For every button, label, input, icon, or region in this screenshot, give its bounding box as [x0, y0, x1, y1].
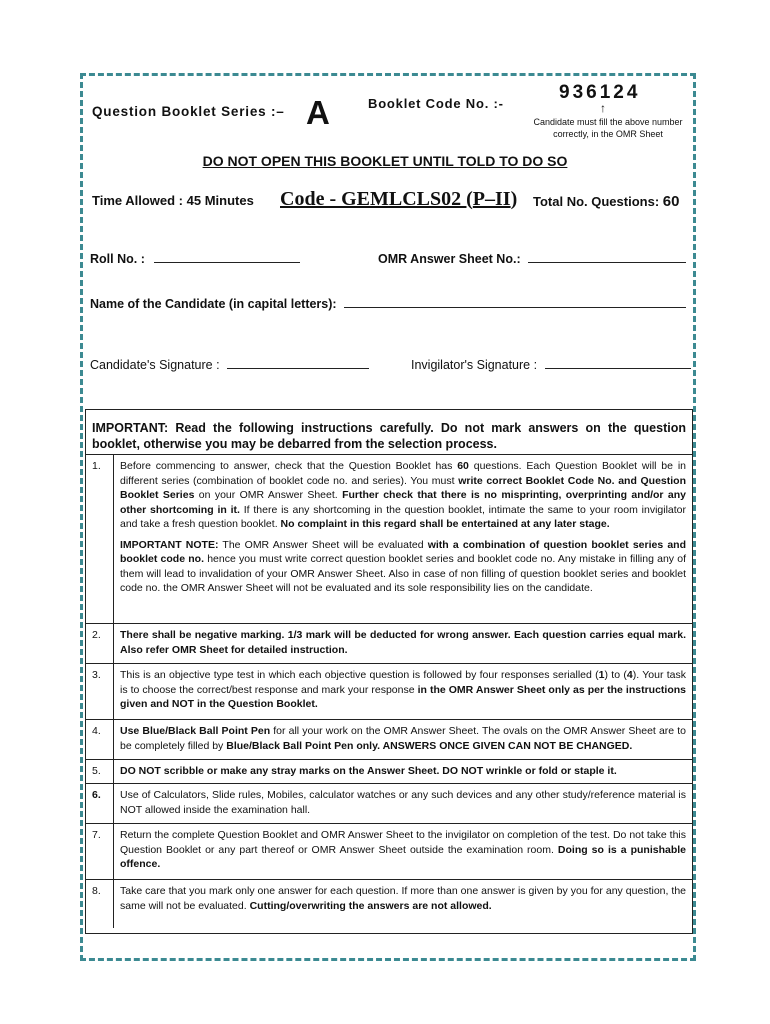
instruction-number: 8. — [86, 880, 114, 928]
invigilator-signature-blank[interactable] — [545, 357, 691, 369]
instruction-text: Use of Calculators, Slide rules, Mobiles, calculator watches or any such devices and any other study/reference material is NOT allowed inside the examination hall. — [120, 789, 686, 816]
instruction-row — [86, 455, 692, 624]
instructions-box — [85, 409, 693, 934]
instruction-number: 5. — [86, 760, 114, 783]
instruction-text: This is an objective type test in which each objective question is followed by four responses serialled (1) to (4). Your task is to choose the correct/best response and mark your response in the OMR Answer Sheet only as per the instructions given and NOT in the Question Booklet. — [120, 669, 686, 710]
series-label: Question Booklet Series :– — [92, 104, 285, 119]
warning-heading: DO NOT OPEN THIS BOOKLET UNTIL TOLD TO DO SO — [202, 153, 568, 169]
important-heading: IMPORTANT: Read the following instructions carefully. Do not mark answers on the question booklet, otherwise you may be debarred from the selection process. — [86, 410, 692, 455]
instructions-list — [86, 455, 692, 928]
invigilator-signature-label: Invigilator's Signature : — [411, 358, 538, 372]
series-value: A — [306, 94, 330, 131]
instruction-text: Before commencing to answer, check that the Question Booklet has 60 questions. Each Question Booklet will be in different series (combination of booklet code no. and series). You must write correct Booklet Code No. and Question Booklet Series on your OMR Answer Sheet. Further check that there is no misprinting, overprinting and/or any other shortcoming in it. If there is any shortcoming in the question booklet, intimate the same to your room invigilator and take a fresh question booklet. No complaint in this regard shall be entertained at any later stage. IMPORTANT NOTE: The OMR Answer Sheet will be evaluated with a combination of question booklet series and booklet code no. hence you must write correct question booklet series and booklet code no. Any mistake in filling any of them will lead to invalidation of your OMR Answer Sheet. Also in case of non filling of question booklet series and booklet code no. the OMR Answer Sheet will not be evaluated and its sole responsibility lies on the candidate. — [120, 460, 687, 594]
instruction-number: 3. — [86, 664, 114, 719]
instruction-number: 4. — [86, 720, 114, 759]
omr-sheet-blank[interactable] — [528, 251, 686, 263]
paper-code-prefix: Code - GEMLCLS02 ( — [280, 188, 473, 210]
instruction-number: 7. — [86, 824, 114, 879]
instruction-text: DO NOT scribble or make any stray marks on the Answer Sheet. DO NOT wrinkle or fold or staple it. — [120, 765, 617, 777]
instruction-number: 2. — [86, 624, 114, 663]
booklet-code-number: 936124 — [559, 82, 641, 103]
invigilator-signature-field — [411, 357, 691, 372]
booklet-code-note: Candidate must fill the above number correctly, in the OMR Sheet — [533, 117, 683, 139]
booklet-code-label: Booklet Code No. :- — [368, 96, 504, 111]
omr-sheet-field — [378, 251, 686, 266]
total-questions-value: 60 — [662, 193, 680, 210]
instruction-text: There shall be negative marking. 1/3 mark will be deducted for wrong answer. Each question carries equal mark. Also refer OMR Sheet for detailed instruction. — [120, 629, 686, 656]
instruction-number: 6. — [86, 784, 114, 823]
time-allowed-label: Time Allowed : 45 — [92, 193, 202, 208]
time-allowed — [92, 193, 254, 208]
instruction-row — [86, 624, 692, 664]
roll-number-field — [90, 251, 300, 266]
instruction-text: Return the complete Question Booklet and OMR Answer Sheet to the invigilator on completion of the test. Do not take this Question Booklet or any part thereof or OMR Answer Sheet outside the examination room. Doing so is a punishable offence. — [120, 829, 686, 870]
paper-code-suffix: ) — [510, 188, 518, 210]
instruction-row — [86, 784, 692, 824]
instruction-number: 1. — [86, 455, 114, 623]
paper-code-part: P–II — [472, 188, 511, 210]
arrow-up-icon: ↑ — [600, 101, 606, 115]
time-allowed-unit: Minutes — [204, 193, 254, 208]
candidate-name-field — [90, 296, 686, 311]
instruction-text: Use Blue/Black Ball Point Pen for all your work on the OMR Answer Sheet. The ovals on the OMR Answer Sheet are to be completely filled by Blue/Black Ball Point Pen only. ANSWERS ONCE GIVEN CAN NOT BE CHANGED. — [120, 725, 686, 752]
instruction-row — [86, 880, 692, 928]
roll-number-label: Roll No. : — [90, 252, 145, 266]
total-questions-label: Total No. Questions: — [533, 194, 660, 209]
instruction-row — [86, 720, 692, 760]
candidate-signature-blank[interactable] — [227, 357, 369, 369]
candidate-name-label: Name of the Candidate (in capital letters): — [90, 297, 337, 311]
instruction-row — [86, 824, 692, 880]
candidate-name-blank[interactable] — [344, 296, 686, 308]
omr-sheet-label: OMR Answer Sheet No.: — [378, 252, 521, 266]
total-questions — [533, 193, 679, 210]
instruction-text: Take care that you mark only one answer for each question. If more than one answer is given by you for any question, the same will not be evaluated. Cutting/overwriting the answers are not allowed. — [120, 885, 686, 912]
instruction-row — [86, 664, 692, 720]
instruction-row — [86, 760, 692, 784]
roll-number-blank[interactable] — [154, 251, 300, 263]
candidate-signature-field — [90, 357, 369, 372]
paper-code — [280, 188, 517, 211]
candidate-signature-label: Candidate's Signature : — [90, 358, 220, 372]
